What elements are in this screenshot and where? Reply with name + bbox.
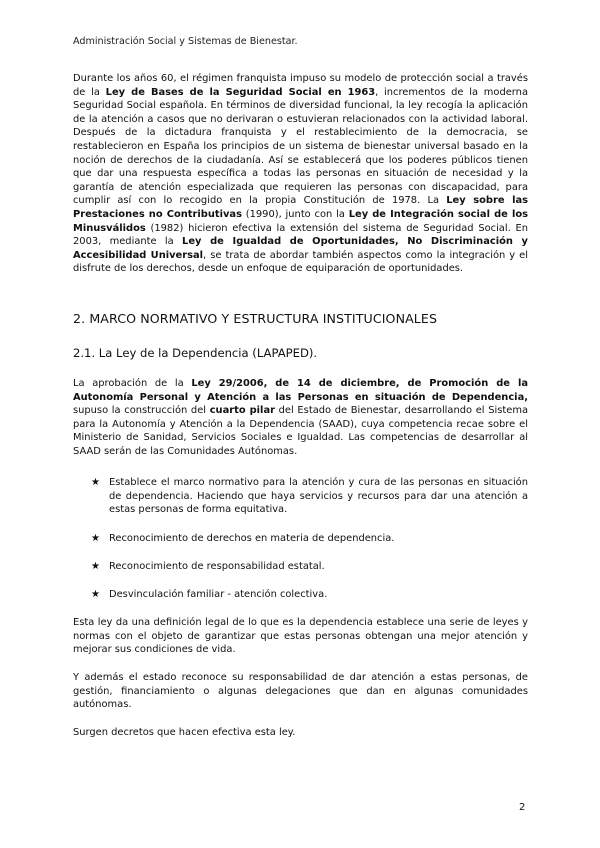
law-integracion: Ley de Integración social de los Minusválidos — [73, 208, 528, 234]
definition-paragraph: Esta ley da una definición legal de lo que es la dependencia establece una serie de leyes y normas con el objeto de garantizar que estas personas obtengan una mejor atención y mejorar sus condiciones de vida. — [73, 617, 528, 656]
section-2-1-heading: 2.1. La Ley de la Dependencia (LAPAPED). — [73, 346, 318, 360]
law-prestaciones: Ley sobre las Prestaciones no Contributivas — [73, 195, 528, 220]
running-header: Administración Social y Sistemas de Bienestar. — [73, 36, 298, 47]
law-1963: Ley de Bases de la Seguridad Social en 1963 — [105, 86, 376, 98]
section-2-heading: 2. MARCO NORMATIVO Y ESTRUCTURA INSTITUCIONALES — [73, 311, 438, 326]
star-bullet-icon: ★ — [91, 561, 100, 572]
dependency-law-paragraph: La aprobación de la Ley 29/2006, de 14 de diciembre, de Promoción de la Autonomía Personal y Atención a las Personas en situación de Dependencia, supuso la construcción del cuarto pilar del Estado de Bienestar, desarrollando el Sistema para la Autonomía y Atención a la Dependencia (SAAD), cuya competencia recae sobre el Ministerio de Sanidad, Servicios Sociales e Igualdad. Las competencias de desarrollar al SAAD serán de las Comunidades Autónomas. — [73, 378, 529, 457]
law-igualdad: Ley de Igualdad de Oportunidades, No Discriminación y Accesibilidad Universal — [73, 236, 528, 261]
star-bullet-icon: ★ — [91, 533, 100, 544]
state-responsibility-paragraph: Y además el estado reconoce su responsabilidad de dar atención a estas personas, de gestión, financiamiento o algunas delegaciones que dan en algunas comunidades autónomas. — [73, 672, 528, 711]
star-bullet-icon: ★ — [91, 589, 100, 600]
page-number: 2 — [519, 802, 526, 813]
star-bullet-icon: ★ — [91, 477, 100, 488]
bullet-item: ★ Establece el marco normativo para la atención y cura de las personas en situación de dependencia. Haciendo que haya servicios y recursos para dar una atención a estas personas de forma equitativa. — [91, 477, 528, 516]
intro-paragraph: Durante los años 60, el régimen franquista impuso su modelo de protección social a través de la Ley de Bases de la Seguridad Social en 1963, incrementos de la moderna Seguridad Social española. En términos de diversidad funcional, la ley recogía la aplicación de la atención a casos que no derivaran o estuvieran relacionados con la actividad laboral. Después de la dictadura franquista y el restablecimiento de la democracia, se restablecieron en España los principios de un sistema de bienestar universal basado en la noción de derechos de la ciudadanía. Así se establecerá que los poderes públicos tienen que dar una respuesta específica a todas las personas en situación de necesidad y la garantía de atención especializada que requieren las personas con discapacidad, para cumplir así con lo recogido en la propia Constitución de 1978. La Ley sobre las Prestaciones no Contributivas (1990), junto con la Ley de Integración social de los Minusválidos (1982) hicieron efectiva la extensión del sistema de Seguridad Social. En 2003, mediante la Ley de Igualdad de Oportunidades, No Discriminación y Accesibilidad Universal, se trata de abordar también aspectos como la integración y el disfrute de los derechos, desde un enfoque de equiparación de oportunidades. — [73, 73, 529, 275]
bullet-item: ★ Desvinculación familiar - atención colectiva. — [91, 589, 328, 600]
decrees-paragraph: Surgen decretos que hacen efectiva esta ley. — [73, 727, 296, 738]
bullet-item: ★ Reconocimiento de responsabilidad estatal. — [91, 561, 325, 572]
cuarto-pilar: cuarto pilar — [209, 405, 275, 417]
bullet-item: ★ Reconocimiento de derechos en materia de dependencia. — [91, 533, 395, 544]
law-29-2006: Ley 29/2006, de 14 de diciembre, de Promoción de la Autonomía Personal y Atención a las Personas en situación de Dependencia, — [73, 378, 528, 403]
